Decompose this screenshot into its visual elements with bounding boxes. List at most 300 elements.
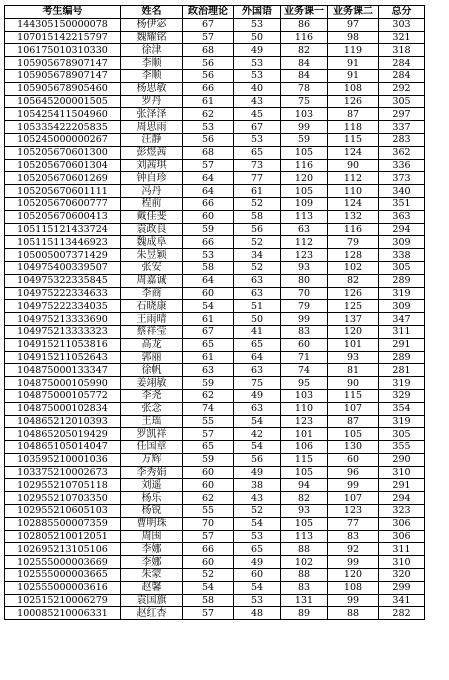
name-cell: 李娜 bbox=[121, 543, 183, 556]
politics-cell: 64 bbox=[183, 185, 234, 198]
total-cell: 310 bbox=[379, 466, 425, 479]
name-cell: 万辉 bbox=[121, 453, 183, 466]
politics-cell: 56 bbox=[183, 57, 234, 70]
politics-cell: 67 bbox=[183, 18, 234, 31]
exam-id-cell: 106175010310330 bbox=[5, 44, 121, 57]
politics-cell: 66 bbox=[183, 82, 234, 95]
politics-cell: 59 bbox=[183, 377, 234, 390]
name-cell: 周嘉诚 bbox=[121, 274, 183, 287]
foreign-language-cell: 52 bbox=[234, 236, 281, 249]
subject-two-cell: 87 bbox=[328, 415, 379, 428]
politics-cell: 57 bbox=[183, 607, 234, 620]
foreign-language-cell: 45 bbox=[234, 108, 281, 121]
subject-two-cell: 116 bbox=[328, 223, 379, 236]
name-cell: 石晓康 bbox=[121, 300, 183, 313]
total-cell: 320 bbox=[379, 569, 425, 582]
total-cell: 305 bbox=[379, 261, 425, 274]
subject-one-cell: 95 bbox=[281, 377, 328, 390]
name-cell: 李商 bbox=[121, 287, 183, 300]
subject-one-cell: 99 bbox=[281, 121, 328, 134]
exam-id-cell: 107015142215797 bbox=[5, 31, 121, 44]
politics-cell: 58 bbox=[183, 261, 234, 274]
politics-cell: 70 bbox=[183, 517, 234, 530]
foreign-language-cell: 49 bbox=[234, 44, 281, 57]
subject-one-cell: 70 bbox=[281, 287, 328, 300]
name-cell: 杨伊宓 bbox=[121, 18, 183, 31]
politics-cell: 54 bbox=[183, 300, 234, 313]
total-cell: 336 bbox=[379, 159, 425, 172]
total-cell: 305 bbox=[379, 428, 425, 441]
foreign-language-cell: 54 bbox=[234, 581, 281, 594]
table-row bbox=[5, 69, 425, 82]
total-cell: 329 bbox=[379, 389, 425, 402]
politics-cell: 64 bbox=[183, 274, 234, 287]
subject-one-cell: 105 bbox=[281, 517, 328, 530]
table-row bbox=[5, 121, 425, 134]
exam-id-cell: 104975213333323 bbox=[5, 325, 121, 338]
politics-cell: 68 bbox=[183, 44, 234, 57]
subject-two-cell: 60 bbox=[328, 453, 379, 466]
table-row bbox=[5, 594, 425, 607]
total-cell: 347 bbox=[379, 313, 425, 326]
foreign-language-cell: 77 bbox=[234, 172, 281, 185]
name-cell: 罗丹 bbox=[121, 95, 183, 108]
total-cell: 294 bbox=[379, 223, 425, 236]
table-row bbox=[5, 505, 425, 518]
header-subject-one: 业务课一 bbox=[281, 6, 328, 19]
name-cell: 朱昱颖 bbox=[121, 249, 183, 262]
exam-id-cell: 102805210012051 bbox=[5, 530, 121, 543]
name-cell: 李顺 bbox=[121, 57, 183, 70]
subject-one-cell: 101 bbox=[281, 428, 328, 441]
politics-cell: 57 bbox=[183, 530, 234, 543]
subject-two-cell: 97 bbox=[328, 18, 379, 31]
table-row bbox=[5, 569, 425, 582]
politics-cell: 62 bbox=[183, 108, 234, 121]
subject-two-cell: 83 bbox=[328, 530, 379, 543]
name-cell: 张泽泽 bbox=[121, 108, 183, 121]
exam-id-cell: 105115113446923 bbox=[5, 236, 121, 249]
politics-cell: 59 bbox=[183, 223, 234, 236]
total-cell: 289 bbox=[379, 351, 425, 364]
header-total: 总分 bbox=[379, 6, 425, 19]
name-cell: 杨思敏 bbox=[121, 82, 183, 95]
total-cell: 294 bbox=[379, 492, 425, 505]
politics-cell: 66 bbox=[183, 197, 234, 210]
subject-two-cell: 87 bbox=[328, 108, 379, 121]
total-cell: 363 bbox=[379, 210, 425, 223]
foreign-language-cell: 60 bbox=[234, 569, 281, 582]
total-cell: 282 bbox=[379, 607, 425, 620]
subject-two-cell: 102 bbox=[328, 261, 379, 274]
header-subject-two: 业务课二 bbox=[328, 6, 379, 19]
exam-id-cell: 105245000000267 bbox=[5, 133, 121, 146]
exam-id-cell: 102515210006279 bbox=[5, 594, 121, 607]
subject-one-cell: 84 bbox=[281, 57, 328, 70]
foreign-language-cell: 53 bbox=[234, 57, 281, 70]
name-cell: 周围 bbox=[121, 530, 183, 543]
foreign-language-cell: 34 bbox=[234, 249, 281, 262]
total-cell: 311 bbox=[379, 543, 425, 556]
exam-id-cell: 100085210006331 bbox=[5, 607, 121, 620]
exam-id-cell: 144305150000078 bbox=[5, 18, 121, 31]
foreign-language-cell: 63 bbox=[234, 364, 281, 377]
politics-cell: 67 bbox=[183, 325, 234, 338]
table-row bbox=[5, 18, 425, 31]
subject-two-cell: 77 bbox=[328, 517, 379, 530]
table-row bbox=[5, 108, 425, 121]
table-row bbox=[5, 236, 425, 249]
foreign-language-cell: 50 bbox=[234, 313, 281, 326]
total-cell: 337 bbox=[379, 121, 425, 134]
exam-id-cell: 105905678905460 bbox=[5, 82, 121, 95]
total-cell: 321 bbox=[379, 31, 425, 44]
table-row bbox=[5, 44, 425, 57]
politics-cell: 63 bbox=[183, 364, 234, 377]
subject-one-cell: 110 bbox=[281, 402, 328, 415]
subject-two-cell: 124 bbox=[328, 197, 379, 210]
total-cell: 284 bbox=[379, 69, 425, 82]
politics-cell: 53 bbox=[183, 249, 234, 262]
total-cell: 303 bbox=[379, 18, 425, 31]
name-cell: 魏成阜 bbox=[121, 236, 183, 249]
subject-one-cell: 82 bbox=[281, 44, 328, 57]
total-cell: 362 bbox=[379, 146, 425, 159]
table-row bbox=[5, 517, 425, 530]
foreign-language-cell: 52 bbox=[234, 197, 281, 210]
foreign-language-cell: 63 bbox=[234, 402, 281, 415]
table-row bbox=[5, 607, 425, 620]
foreign-language-cell: 49 bbox=[234, 466, 281, 479]
name-cell: 曹明珠 bbox=[121, 517, 183, 530]
exam-id-cell: 104975213333690 bbox=[5, 313, 121, 326]
politics-cell: 66 bbox=[183, 543, 234, 556]
name-cell: 任国章 bbox=[121, 441, 183, 454]
exam-id-cell: 102695213105106 bbox=[5, 543, 121, 556]
subject-one-cell: 93 bbox=[281, 261, 328, 274]
subject-two-cell: 108 bbox=[328, 82, 379, 95]
politics-cell: 52 bbox=[183, 569, 234, 582]
total-cell: 289 bbox=[379, 274, 425, 287]
subject-two-cell: 81 bbox=[328, 364, 379, 377]
exam-id-cell: 105905678907147 bbox=[5, 69, 121, 82]
subject-two-cell: 108 bbox=[328, 581, 379, 594]
table-row bbox=[5, 197, 425, 210]
total-cell: 311 bbox=[379, 325, 425, 338]
subject-one-cell: 99 bbox=[281, 313, 328, 326]
foreign-language-cell: 53 bbox=[234, 594, 281, 607]
subject-one-cell: 63 bbox=[281, 223, 328, 236]
subject-one-cell: 106 bbox=[281, 441, 328, 454]
subject-one-cell: 116 bbox=[281, 31, 328, 44]
subject-two-cell: 115 bbox=[328, 389, 379, 402]
table-row bbox=[5, 210, 425, 223]
total-cell: 355 bbox=[379, 441, 425, 454]
subject-two-cell: 123 bbox=[328, 505, 379, 518]
subject-two-cell: 132 bbox=[328, 210, 379, 223]
foreign-language-cell: 54 bbox=[234, 441, 281, 454]
subject-one-cell: 113 bbox=[281, 210, 328, 223]
name-cell: 张念 bbox=[121, 402, 183, 415]
foreign-language-cell: 53 bbox=[234, 18, 281, 31]
exam-id-cell: 104915211052643 bbox=[5, 351, 121, 364]
subject-two-cell: 125 bbox=[328, 300, 379, 313]
total-cell: 290 bbox=[379, 453, 425, 466]
foreign-language-cell: 67 bbox=[234, 121, 281, 134]
name-cell: 徐津 bbox=[121, 44, 183, 57]
total-cell: 323 bbox=[379, 505, 425, 518]
subject-one-cell: 84 bbox=[281, 69, 328, 82]
subject-two-cell: 91 bbox=[328, 69, 379, 82]
subject-one-cell: 131 bbox=[281, 594, 328, 607]
table-row bbox=[5, 415, 425, 428]
name-cell: 王瑶 bbox=[121, 415, 183, 428]
table-row bbox=[5, 338, 425, 351]
total-cell: 281 bbox=[379, 364, 425, 377]
total-cell: 291 bbox=[379, 338, 425, 351]
foreign-language-cell: 50 bbox=[234, 31, 281, 44]
exam-id-cell: 104875000105990 bbox=[5, 377, 121, 390]
foreign-language-cell: 54 bbox=[234, 415, 281, 428]
total-cell: 319 bbox=[379, 377, 425, 390]
name-cell: 罗凯祥 bbox=[121, 428, 183, 441]
foreign-language-cell: 65 bbox=[234, 338, 281, 351]
exam-id-cell: 105335422205835 bbox=[5, 121, 121, 134]
total-cell: 338 bbox=[379, 249, 425, 262]
subject-one-cell: 109 bbox=[281, 197, 328, 210]
header-row bbox=[5, 6, 425, 19]
subject-one-cell: 60 bbox=[281, 338, 328, 351]
table-row bbox=[5, 133, 425, 146]
subject-one-cell: 123 bbox=[281, 249, 328, 262]
exam-id-cell: 105115121433724 bbox=[5, 223, 121, 236]
subject-one-cell: 71 bbox=[281, 351, 328, 364]
exam-id-cell: 105205670600777 bbox=[5, 197, 121, 210]
table-row bbox=[5, 31, 425, 44]
exam-id-cell: 102955210703350 bbox=[5, 492, 121, 505]
exam-id-cell: 104865212010393 bbox=[5, 415, 121, 428]
subject-two-cell: 124 bbox=[328, 146, 379, 159]
subject-two-cell: 128 bbox=[328, 249, 379, 262]
subject-one-cell: 79 bbox=[281, 300, 328, 313]
subject-one-cell: 93 bbox=[281, 505, 328, 518]
table-row bbox=[5, 172, 425, 185]
subject-two-cell: 119 bbox=[328, 44, 379, 57]
subject-two-cell: 96 bbox=[328, 466, 379, 479]
table-row bbox=[5, 261, 425, 274]
total-cell: 373 bbox=[379, 172, 425, 185]
total-cell: 283 bbox=[379, 133, 425, 146]
politics-cell: 60 bbox=[183, 287, 234, 300]
table-row bbox=[5, 543, 425, 556]
politics-cell: 60 bbox=[183, 466, 234, 479]
exam-id-cell: 104975322335845 bbox=[5, 274, 121, 287]
foreign-language-cell: 52 bbox=[234, 261, 281, 274]
subject-two-cell: 93 bbox=[328, 351, 379, 364]
politics-cell: 60 bbox=[183, 479, 234, 492]
table-row bbox=[5, 402, 425, 415]
table-row bbox=[5, 479, 425, 492]
exam-id-cell: 105005007371429 bbox=[5, 249, 121, 262]
foreign-language-cell: 54 bbox=[234, 517, 281, 530]
politics-cell: 56 bbox=[183, 69, 234, 82]
foreign-language-cell: 43 bbox=[234, 95, 281, 108]
politics-cell: 54 bbox=[183, 581, 234, 594]
politics-cell: 65 bbox=[183, 338, 234, 351]
exam-id-cell: 103375210002673 bbox=[5, 466, 121, 479]
total-cell: 291 bbox=[379, 479, 425, 492]
table-row bbox=[5, 377, 425, 390]
header-name: 姓名 bbox=[121, 6, 183, 19]
exam-id-cell: 102555000003616 bbox=[5, 581, 121, 594]
total-cell: 306 bbox=[379, 517, 425, 530]
subject-two-cell: 126 bbox=[328, 287, 379, 300]
subject-two-cell: 90 bbox=[328, 377, 379, 390]
subject-one-cell: 123 bbox=[281, 415, 328, 428]
subject-two-cell: 91 bbox=[328, 57, 379, 70]
foreign-language-cell: 49 bbox=[234, 556, 281, 569]
table-row bbox=[5, 146, 425, 159]
foreign-language-cell: 40 bbox=[234, 82, 281, 95]
politics-cell: 62 bbox=[183, 492, 234, 505]
subject-two-cell: 112 bbox=[328, 172, 379, 185]
exam-id-cell: 104915211053816 bbox=[5, 338, 121, 351]
name-cell: 戴佳斐 bbox=[121, 210, 183, 223]
politics-cell: 74 bbox=[183, 402, 234, 415]
name-cell: 袁政良 bbox=[121, 223, 183, 236]
name-cell: 袁国旗 bbox=[121, 594, 183, 607]
name-cell: 赵红杏 bbox=[121, 607, 183, 620]
subject-two-cell: 82 bbox=[328, 274, 379, 287]
subject-two-cell: 110 bbox=[328, 185, 379, 198]
foreign-language-cell: 63 bbox=[234, 287, 281, 300]
subject-one-cell: 116 bbox=[281, 159, 328, 172]
exam-id-cell: 105205670601269 bbox=[5, 172, 121, 185]
politics-cell: 61 bbox=[183, 351, 234, 364]
total-cell: 319 bbox=[379, 287, 425, 300]
subject-one-cell: 59 bbox=[281, 133, 328, 146]
subject-one-cell: 94 bbox=[281, 479, 328, 492]
subject-two-cell: 99 bbox=[328, 594, 379, 607]
score-table bbox=[4, 5, 425, 620]
total-cell: 319 bbox=[379, 415, 425, 428]
name-cell: 高龙 bbox=[121, 338, 183, 351]
table-row bbox=[5, 249, 425, 262]
exam-id-cell: 103595210001036 bbox=[5, 453, 121, 466]
name-cell: 赵馨 bbox=[121, 581, 183, 594]
subject-two-cell: 88 bbox=[328, 607, 379, 620]
total-cell: 297 bbox=[379, 108, 425, 121]
subject-two-cell: 120 bbox=[328, 325, 379, 338]
total-cell: 351 bbox=[379, 197, 425, 210]
foreign-language-cell: 53 bbox=[234, 69, 281, 82]
table-row bbox=[5, 185, 425, 198]
exam-id-cell: 105205670601111 bbox=[5, 185, 121, 198]
subject-two-cell: 115 bbox=[328, 133, 379, 146]
name-cell: 杨乐 bbox=[121, 492, 183, 505]
table-row bbox=[5, 287, 425, 300]
name-cell: 刘茜琪 bbox=[121, 159, 183, 172]
name-cell: 彭煜茜 bbox=[121, 146, 183, 159]
foreign-language-cell: 38 bbox=[234, 479, 281, 492]
total-cell: 305 bbox=[379, 95, 425, 108]
subject-two-cell: 90 bbox=[328, 159, 379, 172]
exam-id-cell: 102955210605103 bbox=[5, 505, 121, 518]
subject-one-cell: 83 bbox=[281, 325, 328, 338]
name-cell: 刘遥 bbox=[121, 479, 183, 492]
subject-two-cell: 107 bbox=[328, 402, 379, 415]
foreign-language-cell: 41 bbox=[234, 325, 281, 338]
table-row bbox=[5, 57, 425, 70]
table-row bbox=[5, 159, 425, 172]
exam-id-cell: 105205670601300 bbox=[5, 146, 121, 159]
exam-id-cell: 105905678907147 bbox=[5, 57, 121, 70]
table-row bbox=[5, 492, 425, 505]
politics-cell: 60 bbox=[183, 210, 234, 223]
politics-cell: 58 bbox=[183, 594, 234, 607]
total-cell: 340 bbox=[379, 185, 425, 198]
subject-one-cell: 113 bbox=[281, 530, 328, 543]
foreign-language-cell: 49 bbox=[234, 389, 281, 402]
subject-one-cell: 82 bbox=[281, 492, 328, 505]
politics-cell: 68 bbox=[183, 146, 234, 159]
total-cell: 341 bbox=[379, 594, 425, 607]
table-body bbox=[5, 18, 425, 619]
name-cell: 李秀娟 bbox=[121, 466, 183, 479]
name-cell: 汪静 bbox=[121, 133, 183, 146]
exam-id-cell: 104875000105772 bbox=[5, 389, 121, 402]
total-cell: 299 bbox=[379, 581, 425, 594]
exam-id-cell: 104975222334633 bbox=[5, 287, 121, 300]
exam-id-cell: 105645200001505 bbox=[5, 95, 121, 108]
name-cell: 蔡祥莹 bbox=[121, 325, 183, 338]
subject-one-cell: 86 bbox=[281, 18, 328, 31]
name-cell: 程前 bbox=[121, 197, 183, 210]
header-politics: 政治理论 bbox=[183, 6, 234, 19]
table-row bbox=[5, 95, 425, 108]
table-row bbox=[5, 556, 425, 569]
exam-id-cell: 104875000133347 bbox=[5, 364, 121, 377]
table-row bbox=[5, 351, 425, 364]
foreign-language-cell: 61 bbox=[234, 185, 281, 198]
name-cell: 冯丹 bbox=[121, 185, 183, 198]
foreign-language-cell: 42 bbox=[234, 428, 281, 441]
politics-cell: 57 bbox=[183, 31, 234, 44]
table-row bbox=[5, 389, 425, 402]
name-cell: 周思雨 bbox=[121, 121, 183, 134]
foreign-language-cell: 53 bbox=[234, 530, 281, 543]
subject-one-cell: 105 bbox=[281, 466, 328, 479]
foreign-language-cell: 48 bbox=[234, 607, 281, 620]
table-row bbox=[5, 453, 425, 466]
name-cell: 李娜 bbox=[121, 556, 183, 569]
name-cell: 杨锐 bbox=[121, 505, 183, 518]
subject-two-cell: 98 bbox=[328, 31, 379, 44]
foreign-language-cell: 64 bbox=[234, 351, 281, 364]
subject-two-cell: 105 bbox=[328, 428, 379, 441]
name-cell: 郭丽 bbox=[121, 351, 183, 364]
total-cell: 292 bbox=[379, 82, 425, 95]
politics-cell: 66 bbox=[183, 236, 234, 249]
exam-id-cell: 104865105014047 bbox=[5, 441, 121, 454]
politics-cell: 62 bbox=[183, 389, 234, 402]
politics-cell: 57 bbox=[183, 159, 234, 172]
exam-id-cell: 102555000003669 bbox=[5, 556, 121, 569]
exam-id-cell: 104975400339507 bbox=[5, 261, 121, 274]
name-cell: 李尧 bbox=[121, 389, 183, 402]
politics-cell: 65 bbox=[183, 441, 234, 454]
table-row bbox=[5, 364, 425, 377]
